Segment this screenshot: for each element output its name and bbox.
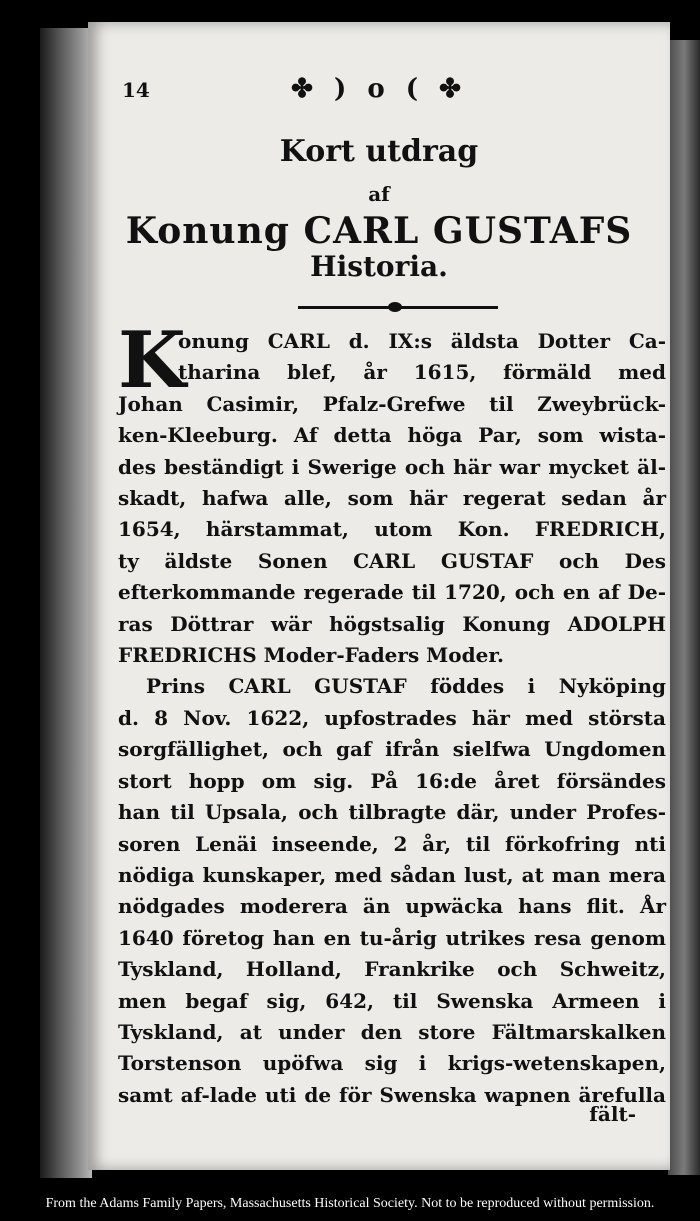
text-line: des beständigt i Swerige och här war mycket äl- <box>118 454 666 479</box>
text-line: skadt, hafwa alle, som här regerat sedan år <box>118 486 666 511</box>
archive-credit-footer: From the Adams Family Papers, Massachusetts Historical Society. Not to be reproduced without permission. <box>45 1196 655 1211</box>
book-gutter-left <box>40 28 92 1178</box>
body-text <box>118 315 666 1111</box>
text-line: nödiga kunskaper, med sådan lust, at man mera <box>118 862 666 887</box>
running-head-ornament: ✤ ) o ( ✤ <box>291 74 467 104</box>
text-line: Tyskland, at under den store Fältmarskalken <box>118 1019 666 1044</box>
title-line-4: Historia. <box>310 250 448 283</box>
drop-cap: K <box>118 315 186 406</box>
text-line: efterkommande regerade til 1720, och en af De- <box>118 580 666 605</box>
text-line: Torstenson upöfwa sig i krigs-wetenskapen, <box>118 1051 666 1076</box>
text-line: Tyskland, Holland, Frankrike och Schweitz, <box>118 957 666 982</box>
book-page <box>88 22 670 1170</box>
text-line: Johan Casimir, Pfalz-Grefwe til Zweybrück- <box>118 391 666 416</box>
book-edge-right <box>668 40 700 1175</box>
text-line: d. 8 Nov. 1622, upfostrades här med största <box>118 705 666 730</box>
text-line: samt af-lade uti de för Swenska wapnen ärefulla <box>118 1082 666 1107</box>
text-line: FREDRICHS Moder-Faders Moder. <box>118 643 505 668</box>
text-line: ty äldste Sonen CARL GUSTAF och Des <box>118 548 666 573</box>
page-number: 14 <box>122 78 150 102</box>
text-line: sorgfällighet, och gaf ifrån sielfwa Ungdomen <box>118 737 666 762</box>
text-line: ken-Kleeburg. Af detta höga Par, som wista- <box>118 423 666 448</box>
text-line: tharina blef, år 1615, förmäld med <box>178 360 666 385</box>
text-line: nödgades moderera än upwäcka hans flit. År <box>118 894 666 919</box>
title-line-1: Kort utdrag <box>279 134 479 169</box>
text-line: stort hopp om sig. På 16:de året försändes <box>118 768 666 793</box>
text-line: 1654, härstammat, utom Kon. FREDRICH, <box>118 517 666 542</box>
title-line-2: af <box>368 182 390 206</box>
text-line: 1640 företog han en tu-årig utrikes resa genom <box>118 925 666 950</box>
text-line: soren Lenäi inseende, 2 år, til förkofring nti <box>118 831 666 856</box>
catchword: fält- <box>589 1102 636 1126</box>
title-rule-ornament <box>388 302 402 312</box>
text-line: ras Döttrar wär högstsalig Konung ADOLPH <box>118 611 666 636</box>
text-line: onung CARL d. IX:s äldsta Dotter Ca- <box>178 329 666 353</box>
title-line-3: Konung CARL GUSTAFS <box>125 210 633 252</box>
text-line: Prins CARL GUSTAF föddes i Nyköping <box>146 674 666 699</box>
text-line: men begaf sig, 642, til Swenska Armeen i <box>118 988 666 1013</box>
text-line: han til Upsala, och tilbragte där, under Profes- <box>118 800 666 825</box>
